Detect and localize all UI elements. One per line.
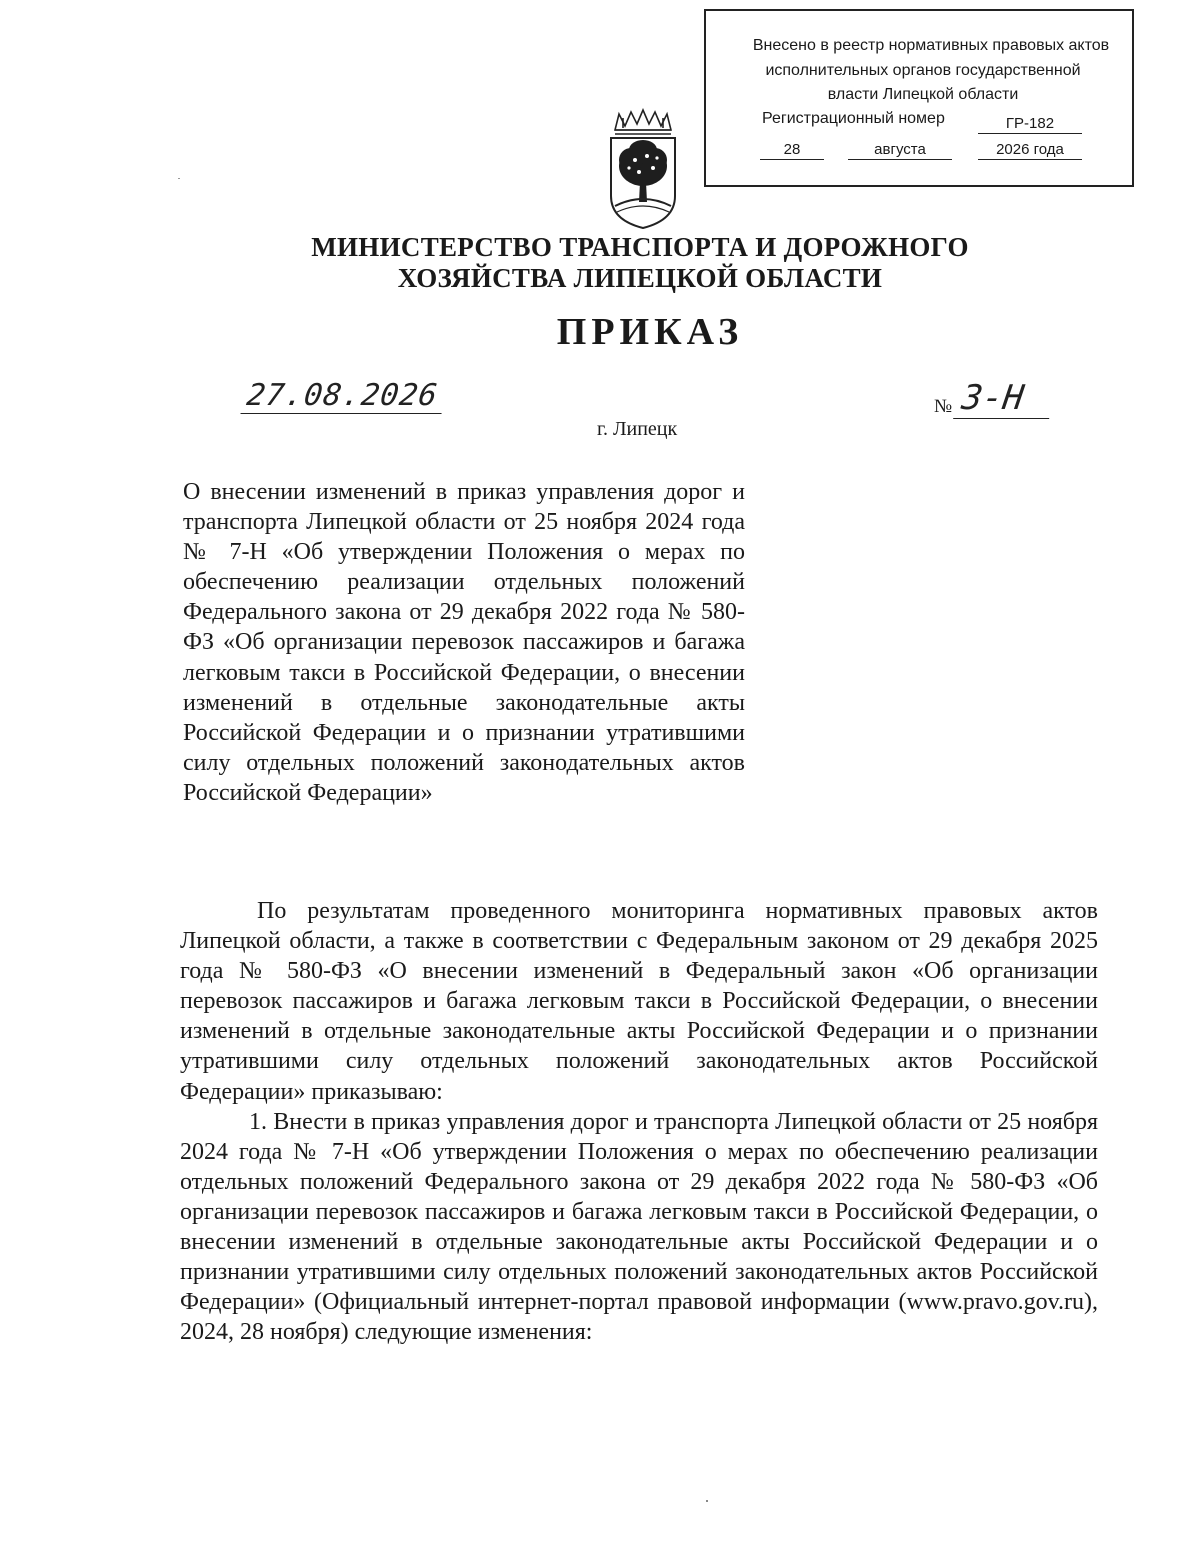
handwritten-date: 27.08.2026 xyxy=(240,378,446,414)
ministry-name-line-2: ХОЗЯЙСТВА ЛИПЕЦКОЙ ОБЛАСТИ xyxy=(397,263,883,293)
handwritten-number: 3-Н xyxy=(953,378,1055,419)
city: г. Липецк xyxy=(597,418,678,440)
stamp-reg-label: Регистрационный номер xyxy=(762,110,945,127)
stamp-line-2: исполнительных органов государственной xyxy=(765,62,1081,79)
stamp-reg-number: ГР-182 xyxy=(978,115,1082,134)
stamp-month: августа xyxy=(848,141,952,160)
preamble-paragraph: По результатам проведенного мониторинга нормативных правовых актов Липецкой области, а также в соответствии с Федеральным законом от 29 декабря 2025 года № 580-ФЗ «О внесении изменений в Федеральный закон «Об организации перевозок пассажиров и багажа легковым такси в Российской Федерации, о внесении изменений в отдельные законодательные акты Российской Федерации и о признании утратившими силу отдельных положений законодательных актов Российской Федерации» приказываю: xyxy=(180,898,1098,1105)
ministry-name-line-1: МИНИСТЕРСТВО ТРАНСПОРТА И ДОРОЖНОГО xyxy=(311,232,969,262)
number-sign: № xyxy=(934,396,953,417)
ministry-name xyxy=(190,232,1090,294)
stamp-line-1: Внесено в реестр нормативных правовых актов xyxy=(752,37,1110,54)
scan-speck xyxy=(706,1500,708,1502)
item-1-paragraph: 1. Внести в приказ управления дорог и транспорта Липецкой области от 25 ноября 2024 года № 7-Н «Об утверждении Положения о мерах по обеспечению реализации отдельных положений Федерального закона от 29 декабря 2022 года № 580-ФЗ «Об организации перевозок пассажиров и багажа легковым такси в Российской Федерации, о внесении изменений в отдельные законодательные акты Российской Федерации и о признании утратившими силу отдельных положений законодательных актов Российской Федерации» (Официальный интернет-портал правовой информации (www.pravo.gov.ru), 2024, 28 ноября) следующие изменения: xyxy=(180,1108,1098,1346)
document-title-text: О внесении изменений в приказ управления дорог и транспорта Липецкой области от 25 ноября 2024 года № 7-Н «Об утверждении Положения о мерах по обеспечению реализации отдельных положений Федерального закона от 29 декабря 2022 года № 580-ФЗ «Об организации перевозок пассажиров и багажа легковым такси в Российской Федерации, о внесении изменений в отдельные законодательные акты Российской Федерации и о признании утратившими силу отдельных положений законодательных актов Российской Федерации» xyxy=(183,479,745,806)
stamp-year: 2026 года xyxy=(978,141,1082,160)
document-body xyxy=(180,896,1098,1347)
stamp-day: 28 xyxy=(760,141,824,160)
lipetsk-coat-of-arms-icon xyxy=(601,108,685,232)
scan-speck xyxy=(178,178,180,179)
registry-stamp xyxy=(704,9,1134,187)
document-type: ПРИКАЗ xyxy=(556,311,744,353)
document-title xyxy=(183,477,745,808)
stamp-line-3: власти Липецкой области xyxy=(827,86,1019,103)
